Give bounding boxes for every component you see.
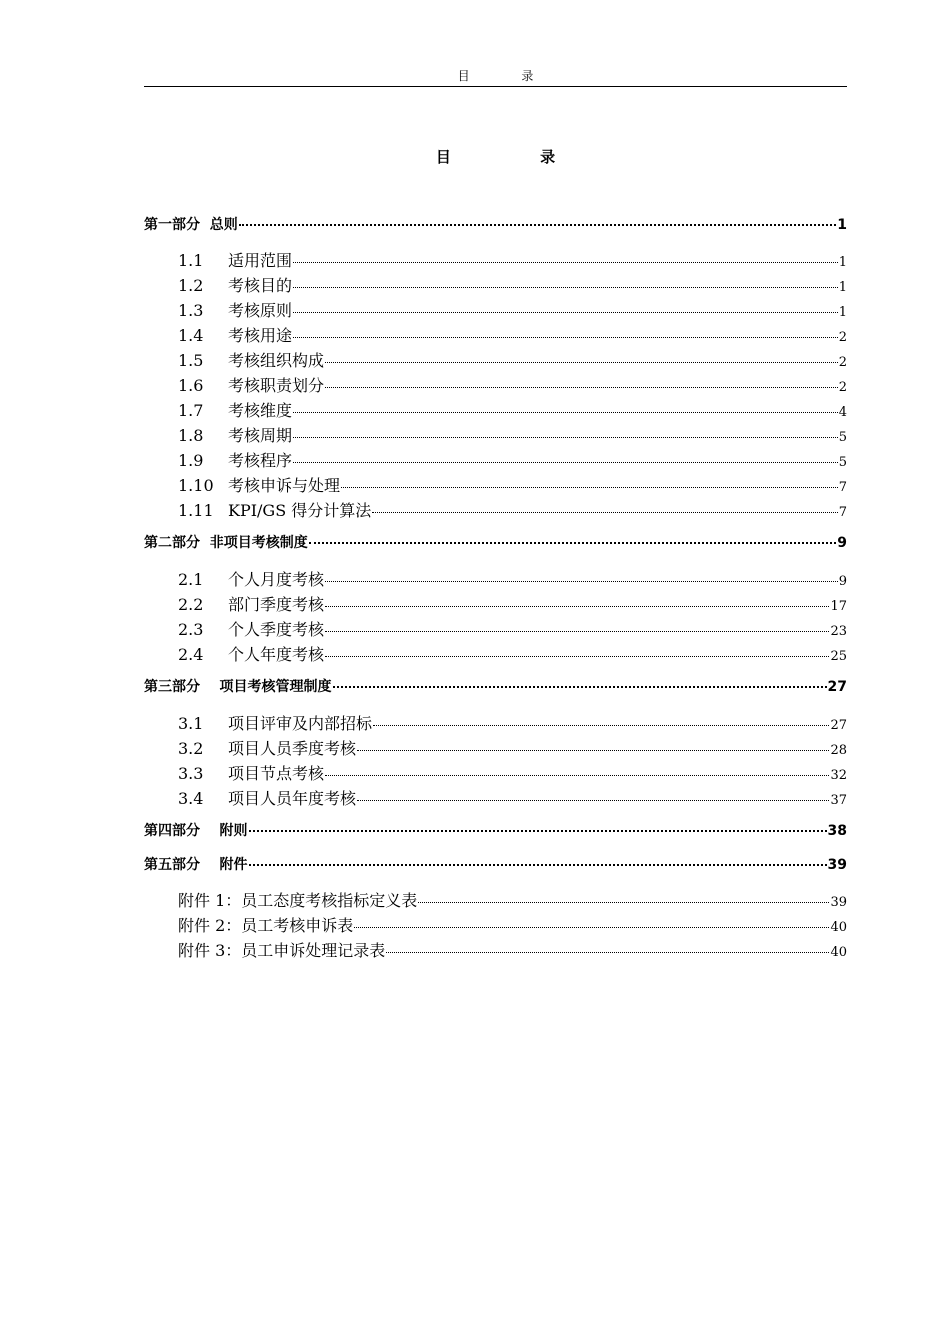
toc-item-page-number: 1 [838, 255, 847, 270]
toc-appendix-page-number: 39 [830, 895, 847, 910]
toc-item-page-number: 2 [838, 380, 847, 395]
toc-appendix-page-number: 40 [830, 945, 847, 960]
toc-item[interactable] [178, 398, 847, 421]
dot-leader [239, 224, 837, 226]
toc-part-1[interactable] [144, 214, 847, 234]
toc-item[interactable] [178, 617, 847, 640]
toc-item-page-number: 2 [838, 330, 847, 345]
toc-part-2-separator [200, 535, 210, 551]
dot-leader [293, 312, 838, 313]
toc-item-page-number: 25 [830, 649, 847, 664]
toc-item-title: 项目节点考核 [228, 764, 325, 783]
dot-leader [386, 952, 829, 953]
toc-appendix[interactable] [178, 913, 847, 936]
toc-item-page-number: 9 [838, 574, 847, 589]
toc-item-label [178, 248, 292, 271]
toc-part-4-label [144, 820, 248, 840]
toc-item[interactable] [178, 736, 847, 759]
dot-leader [325, 656, 829, 657]
toc-item-title: 考核周期 [228, 426, 293, 445]
toc-appendix-title: 附件 2：员工考核申诉表 [178, 916, 354, 935]
toc-item-number: 1.3 [178, 301, 204, 320]
toc-item-title: KPI/GS 得分计算法 [228, 501, 372, 520]
toc-appendix-label [178, 888, 417, 911]
dot-leader [325, 387, 838, 388]
toc-item-page-number: 28 [830, 743, 847, 758]
toc-item[interactable] [178, 273, 847, 296]
dot-leader [357, 800, 829, 801]
toc-item-title: 项目评审及内部招标 [228, 714, 373, 733]
toc-item-number: 1.4 [178, 326, 204, 345]
toc-part-4-page-number: 38 [827, 823, 847, 839]
toc-part-1-label [144, 214, 238, 234]
toc-item-title: 个人年度考核 [228, 645, 325, 664]
toc-item-title: 考核组织构成 [228, 351, 325, 370]
toc-item-page-number: 32 [830, 768, 847, 783]
toc-item[interactable] [178, 761, 847, 784]
toc-appendix-title: 附件 3：员工申诉处理记录表 [178, 941, 386, 960]
dot-leader [249, 830, 827, 832]
toc-item-label [178, 448, 292, 471]
toc-item-number: 3.2 [178, 739, 204, 758]
toc-item-title: 考核职责划分 [228, 376, 325, 395]
toc-item-number: 2.2 [178, 595, 204, 614]
toc-appendix-page-number: 40 [830, 920, 847, 935]
toc-item-page-number: 23 [830, 624, 847, 639]
toc-item-page-number: 5 [838, 455, 847, 470]
toc-item-label [178, 736, 356, 759]
header-char-2: 录 [521, 69, 534, 83]
toc-item[interactable] [178, 298, 847, 321]
dot-leader [357, 750, 829, 751]
toc-item[interactable] [178, 786, 847, 809]
toc-item[interactable] [178, 348, 847, 371]
toc-item[interactable] [178, 567, 847, 590]
toc-item-page-number: 2 [838, 355, 847, 370]
toc-item[interactable] [178, 473, 847, 496]
toc-item-title: 个人季度考核 [228, 620, 325, 639]
dot-leader [293, 337, 838, 338]
toc-part-4-title: 附则 [219, 823, 248, 839]
dot-leader [418, 902, 829, 903]
dot-leader [293, 437, 838, 438]
toc-item-label [178, 642, 324, 665]
toc-item[interactable] [178, 498, 847, 521]
toc-part-3-number: 第三部分 [144, 679, 200, 695]
toc-part-4[interactable] [144, 820, 847, 840]
toc-part-4-separator [200, 823, 220, 839]
toc-item[interactable] [178, 248, 847, 271]
toc-appendix-label [178, 938, 385, 961]
toc-item-page-number: 17 [830, 599, 847, 614]
toc-item-label [178, 786, 356, 809]
toc-item-page-number: 7 [838, 505, 847, 520]
toc-item-title: 考核用途 [228, 326, 293, 345]
toc-part-5-label [144, 854, 248, 874]
toc-item-label [178, 498, 371, 521]
toc-item-number: 1.2 [178, 276, 204, 295]
toc-item[interactable] [178, 448, 847, 471]
toc-item-number: 3.1 [178, 714, 204, 733]
toc-part-2-number: 第二部分 [144, 535, 200, 551]
toc-item-number: 2.3 [178, 620, 204, 639]
toc-part-2-label [144, 532, 308, 552]
dot-leader [293, 412, 838, 413]
toc-part-2-title: 非项目考核制度 [209, 535, 308, 551]
toc-title [144, 146, 847, 167]
toc-item-label [178, 592, 324, 615]
toc-item-label [178, 567, 324, 590]
dot-leader [325, 606, 829, 607]
toc-item-page-number: 37 [830, 793, 847, 808]
dot-leader [293, 462, 838, 463]
running-header [144, 67, 847, 87]
dot-leader [333, 686, 827, 688]
toc-part-5-title: 附件 [219, 857, 248, 873]
toc-appendix[interactable] [178, 938, 847, 961]
dot-leader [309, 542, 837, 544]
toc-title-char-2: 录 [540, 148, 556, 166]
toc-part-5-separator [200, 857, 220, 873]
dot-leader [373, 725, 829, 726]
toc-part-3-separator [200, 679, 220, 695]
toc-item-label [178, 398, 292, 421]
toc-item-title: 个人月度考核 [228, 570, 325, 589]
dot-leader [354, 927, 829, 928]
toc-item-title: 考核申诉与处理 [228, 476, 341, 495]
toc-item[interactable] [178, 711, 847, 734]
toc-part-1-separator [200, 217, 210, 233]
toc-item-page-number: 1 [838, 280, 847, 295]
toc-item-label [178, 711, 372, 734]
dot-leader [325, 775, 829, 776]
toc-part-3[interactable] [144, 676, 847, 696]
toc-title-char-1: 目 [435, 148, 451, 166]
toc-item-number: 1.10 [178, 476, 214, 495]
toc-item-label [178, 348, 324, 371]
toc-part-2[interactable] [144, 532, 847, 552]
toc-part-1-title: 总则 [209, 217, 238, 233]
toc-item-number: 1.6 [178, 376, 204, 395]
toc-item-number: 1.8 [178, 426, 204, 445]
toc-item-number: 2.1 [178, 570, 204, 589]
toc-part-4-number: 第四部分 [144, 823, 200, 839]
toc-item-label [178, 617, 324, 640]
toc-item-number: 1.7 [178, 401, 204, 420]
toc-item-label [178, 761, 324, 784]
toc-item-page-number: 1 [838, 305, 847, 320]
toc-part-3-label [144, 676, 332, 696]
toc-appendix[interactable] [178, 888, 847, 911]
toc-part-1-page-number: 1 [837, 217, 847, 233]
toc-item-label [178, 298, 292, 321]
dot-leader [325, 631, 829, 632]
dot-leader [372, 512, 837, 513]
toc-part-3-title: 项目考核管理制度 [219, 679, 332, 695]
toc-part-5-page-number: 39 [827, 857, 847, 873]
toc-item-number: 1.5 [178, 351, 204, 370]
dot-leader [293, 287, 838, 288]
toc-item-title: 适用范围 [228, 251, 293, 270]
toc-item-title: 部门季度考核 [228, 595, 325, 614]
header-char-1: 目 [457, 69, 470, 83]
toc-item[interactable] [178, 323, 847, 346]
toc-item-number: 3.3 [178, 764, 204, 783]
toc-item-label [178, 423, 292, 446]
toc-item-label [178, 373, 324, 396]
dot-leader [325, 581, 838, 582]
toc-part-5-number: 第五部分 [144, 857, 200, 873]
toc-item-title: 考核目的 [228, 276, 293, 295]
toc-part-3-page-number: 27 [827, 679, 847, 695]
dot-leader [325, 362, 838, 363]
toc-part-2-page-number: 9 [837, 535, 847, 551]
toc-item-number: 1.9 [178, 451, 204, 470]
toc-item-number: 2.4 [178, 645, 204, 664]
toc-item-page-number: 27 [830, 718, 847, 733]
toc-item-page-number: 7 [838, 480, 847, 495]
toc-item-title: 项目人员季度考核 [228, 739, 357, 758]
toc-item-label [178, 273, 292, 296]
toc-item-label [178, 323, 292, 346]
toc-item-number: 3.4 [178, 789, 204, 808]
toc-item[interactable] [178, 373, 847, 396]
toc-item-title: 考核程序 [228, 451, 293, 470]
toc-item-page-number: 5 [838, 430, 847, 445]
toc-item[interactable] [178, 592, 847, 615]
toc-item-title: 考核原则 [228, 301, 293, 320]
dot-leader [293, 262, 838, 263]
toc-appendix-label [178, 913, 353, 936]
toc-item-label [178, 473, 340, 496]
toc-item-title: 考核维度 [228, 401, 293, 420]
toc-item[interactable] [178, 423, 847, 446]
toc-item[interactable] [178, 642, 847, 665]
toc-part-5[interactable] [144, 854, 847, 874]
toc-appendix-title: 附件 1：员工态度考核指标定义表 [178, 891, 418, 910]
toc-item-title: 项目人员年度考核 [228, 789, 357, 808]
dot-leader [249, 864, 827, 866]
dot-leader [341, 487, 838, 488]
toc-part-1-number: 第一部分 [144, 217, 200, 233]
toc-item-number: 1.11 [178, 501, 214, 520]
toc-item-number: 1.1 [178, 251, 204, 270]
toc-item-page-number: 4 [838, 405, 847, 420]
